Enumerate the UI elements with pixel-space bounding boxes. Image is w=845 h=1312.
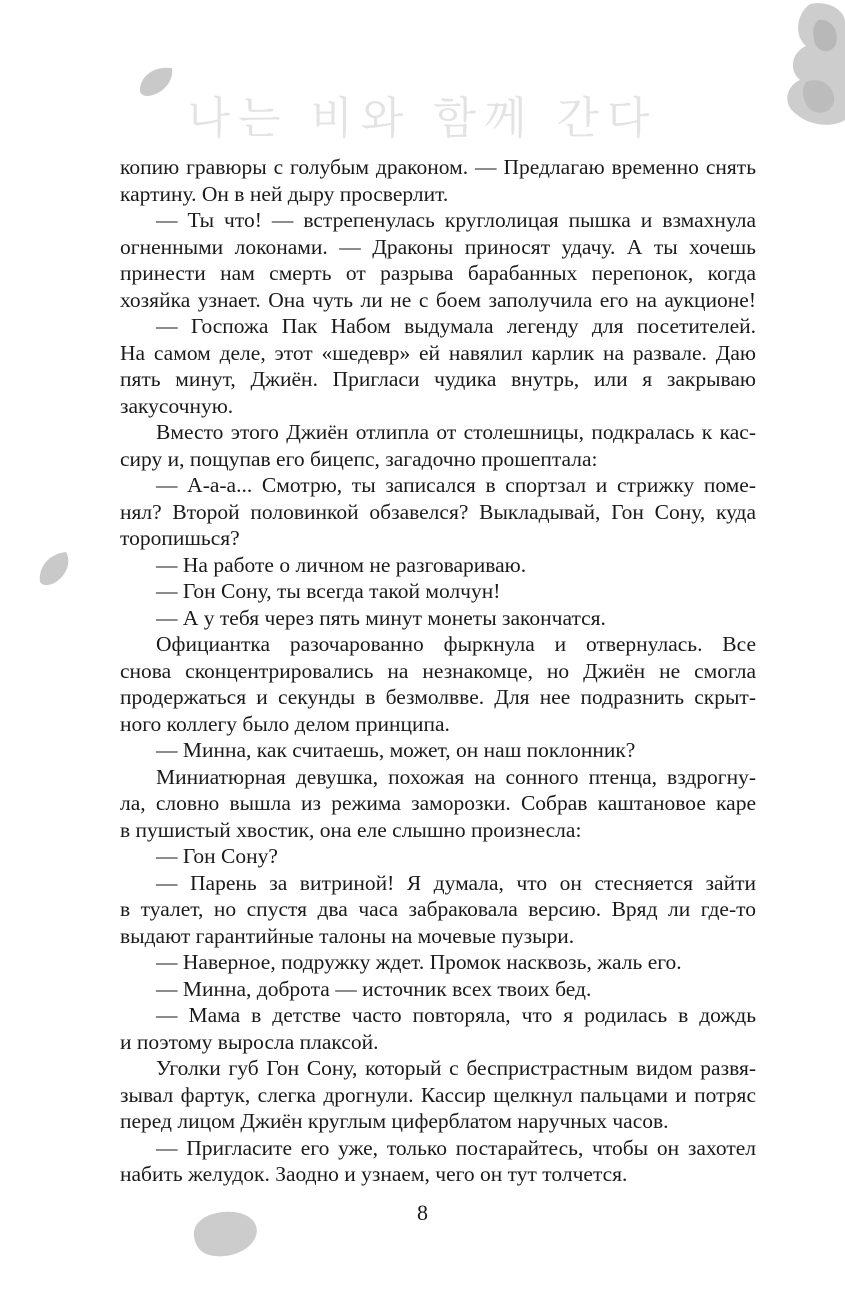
page-number: 8 xyxy=(417,1200,428,1225)
text-line: в пушистый хвостик, она еле слышно произнесла: xyxy=(120,817,582,842)
text-line: снова сконцентрировались на незнакомце, но Джиён не смогла xyxy=(120,658,756,683)
text-line: продержаться и секунды в безмолвве. Для нее подразнить скрыт- xyxy=(120,685,756,709)
text-line: На самом деле, этот «шедевр» ей навялил карлик на развале. Даю xyxy=(120,340,756,365)
text-line: — Гон Сону? xyxy=(156,844,278,868)
text-line: — Минна, как считаешь, может, он наш поклонник? xyxy=(156,738,636,762)
text-line: — Парень за витриной! Я думала, что он стесняется зайти xyxy=(156,870,756,895)
body-text xyxy=(120,154,756,1188)
text-line: зывал фартук, слегка дрогнули. Кассир щелкнул пальцами и потряс xyxy=(120,1082,756,1107)
watercolor-splash-leaf-left xyxy=(34,548,74,588)
text-line: огненными локонами. — Драконы приносят удачу. А ты хочешь xyxy=(120,234,756,259)
running-header-title: 나는 비와 함께 간다 xyxy=(187,93,658,144)
text-line: Уголки губ Гон Сону, который с беспристрастным видом развя- xyxy=(156,1056,756,1080)
text-line: торопишься? xyxy=(120,526,240,550)
text-line: ного коллегу было делом принципа. xyxy=(120,711,450,736)
text-line: — На работе о личном не разговариваю. xyxy=(156,552,527,577)
text-line: — Наверное, подружку ждет. Промок насквозь, жаль его. xyxy=(156,950,682,974)
text-line: — Мама в детстве часто повторяла, что я родилась в дождь xyxy=(156,1003,756,1027)
text-line: — Минна, доброта — источник всех твоих бед. xyxy=(156,976,592,1001)
text-line: — Гон Сону, ты всегда такой молчун! xyxy=(156,579,501,603)
text-line: Вместо этого Джиён отлипла от столешницы, подкралась к кас- xyxy=(156,420,756,444)
text-line: пять минут, Джиён. Пригласи чудика внутрь, или я закрываю xyxy=(120,367,756,391)
text-line: в туалет, но спустя два часа забраковала версию. Вряд ли где-то xyxy=(120,897,756,921)
text-line: закусочную. xyxy=(120,393,234,418)
text-line: перед лицом Джиён круглым циферблатом наручных часов. xyxy=(120,1109,669,1133)
text-line: набить желудок. Заодно и узнаем, чего он тут толчется. xyxy=(120,1162,628,1186)
text-line: ла, словно вышла из режима заморозки. Собрав каштановое каре xyxy=(120,791,756,815)
text-line: — Ты что! — встрепенулась круглолицая пышка и взмахнула xyxy=(156,208,756,232)
text-line: копию гравюры с голубым драконом. — Предлагаю временно снять xyxy=(120,155,756,179)
text-line: сиру и, пощупав его бицепс, загадочно прошептала: xyxy=(120,446,598,471)
text-line: нял? Второй половинкой обзавелся? Выкладывай, Гон Сону, куда xyxy=(120,499,756,524)
text-line: хозяйка узнает. Она чуть ли не с боем заполучила его на аукционе! xyxy=(120,287,756,312)
text-line: Миниатюрная девушка, похожая на сонного птенца, вздрогну- xyxy=(156,764,756,789)
text-line: — А у тебя через пять минут монеты закончатся. xyxy=(156,605,606,630)
text-line: Официантка разочарованно фыркнула и отвернулась. Все xyxy=(156,632,756,656)
text-line: выдают гарантийные талоны на мочевые пузыри. xyxy=(120,923,575,948)
text-line: картину. Он в ней дыру просверлит. xyxy=(120,181,449,206)
text-line: и поэтому выросла плаксой. xyxy=(120,1029,379,1054)
text-line: — А-а-а... Смотрю, ты записался в спортзал и стрижку поме- xyxy=(156,473,756,497)
text-line: — Пригласите его уже, только постарайтесь, чтобы он захотел xyxy=(156,1135,756,1160)
text-line: принести нам смерть от разрыва барабанных перепонок, когда xyxy=(120,261,756,285)
text-line: — Госпожа Пак Набом выдумала легенду для посетителей. xyxy=(156,314,756,338)
